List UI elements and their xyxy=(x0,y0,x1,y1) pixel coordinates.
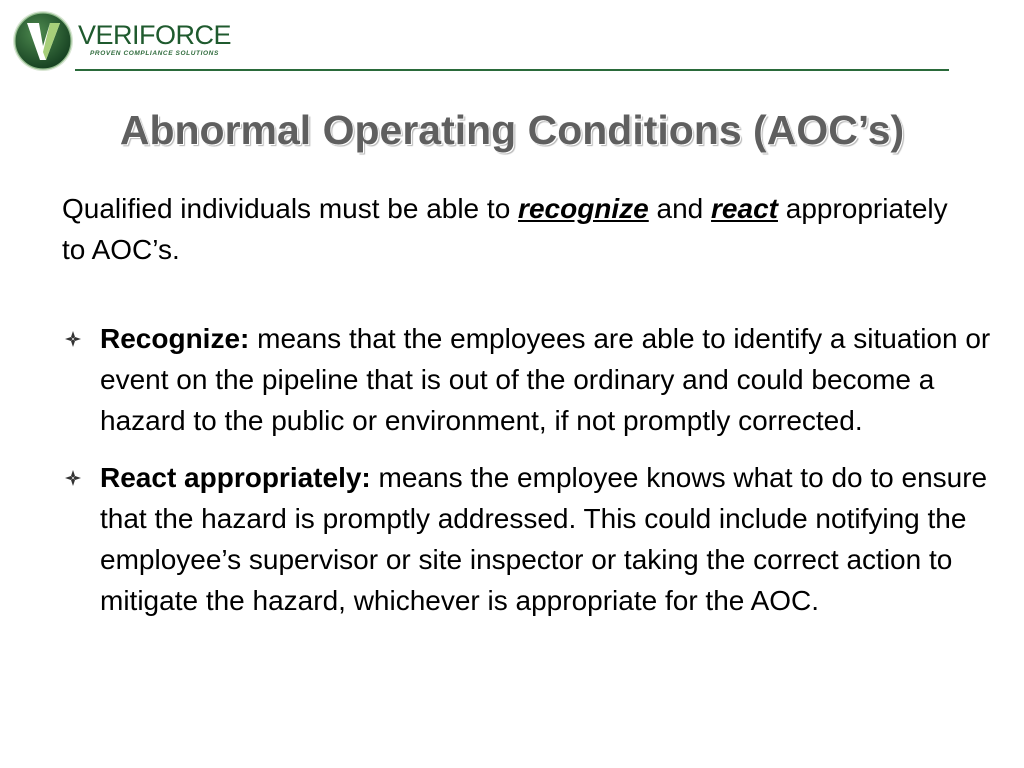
bullet-term: Recognize: xyxy=(100,323,250,354)
bullet-text: means the employee knows what to do to ensure that the hazard is promptly addressed. This could include notifying the employee’s supervisor or site inspector or taking the correct action to mitigate the hazard, whichever is appropriate for the AOC. xyxy=(100,462,988,616)
logo-tagline: PROVEN COMPLIANCE SOLUTIONS xyxy=(90,50,219,57)
intro-text-between: and xyxy=(648,193,712,224)
veriforce-v-logo-icon xyxy=(12,10,74,72)
bullet-item-react xyxy=(62,457,997,621)
intro-emphasis-react: react xyxy=(711,193,778,224)
slide-title: Abnormal Operating Conditions (AOC’s) xyxy=(119,107,905,153)
intro-text-after: appropriately to AOC’s. xyxy=(62,193,948,265)
logo-wordmark: VERIFORCE xyxy=(78,20,232,50)
diamond-bullet-icon xyxy=(64,469,82,487)
diamond-bullet-icon xyxy=(64,330,82,348)
veriforce-logo xyxy=(12,10,252,74)
bullet-item-recognize xyxy=(62,318,997,441)
intro-paragraph xyxy=(62,188,962,270)
bullet-term: React appropriately: xyxy=(100,462,371,493)
intro-text-before: Qualified individuals must be able to xyxy=(62,193,519,224)
bullet-text: means that the employees are able to identify a situation or event on the pipeline that is out of the ordinary and could become a hazard to the public or environment, if not promptly corrected. xyxy=(100,323,991,436)
header-divider xyxy=(75,69,949,71)
intro-emphasis-recognize: recognize xyxy=(518,193,649,224)
bullet-list xyxy=(62,318,997,637)
